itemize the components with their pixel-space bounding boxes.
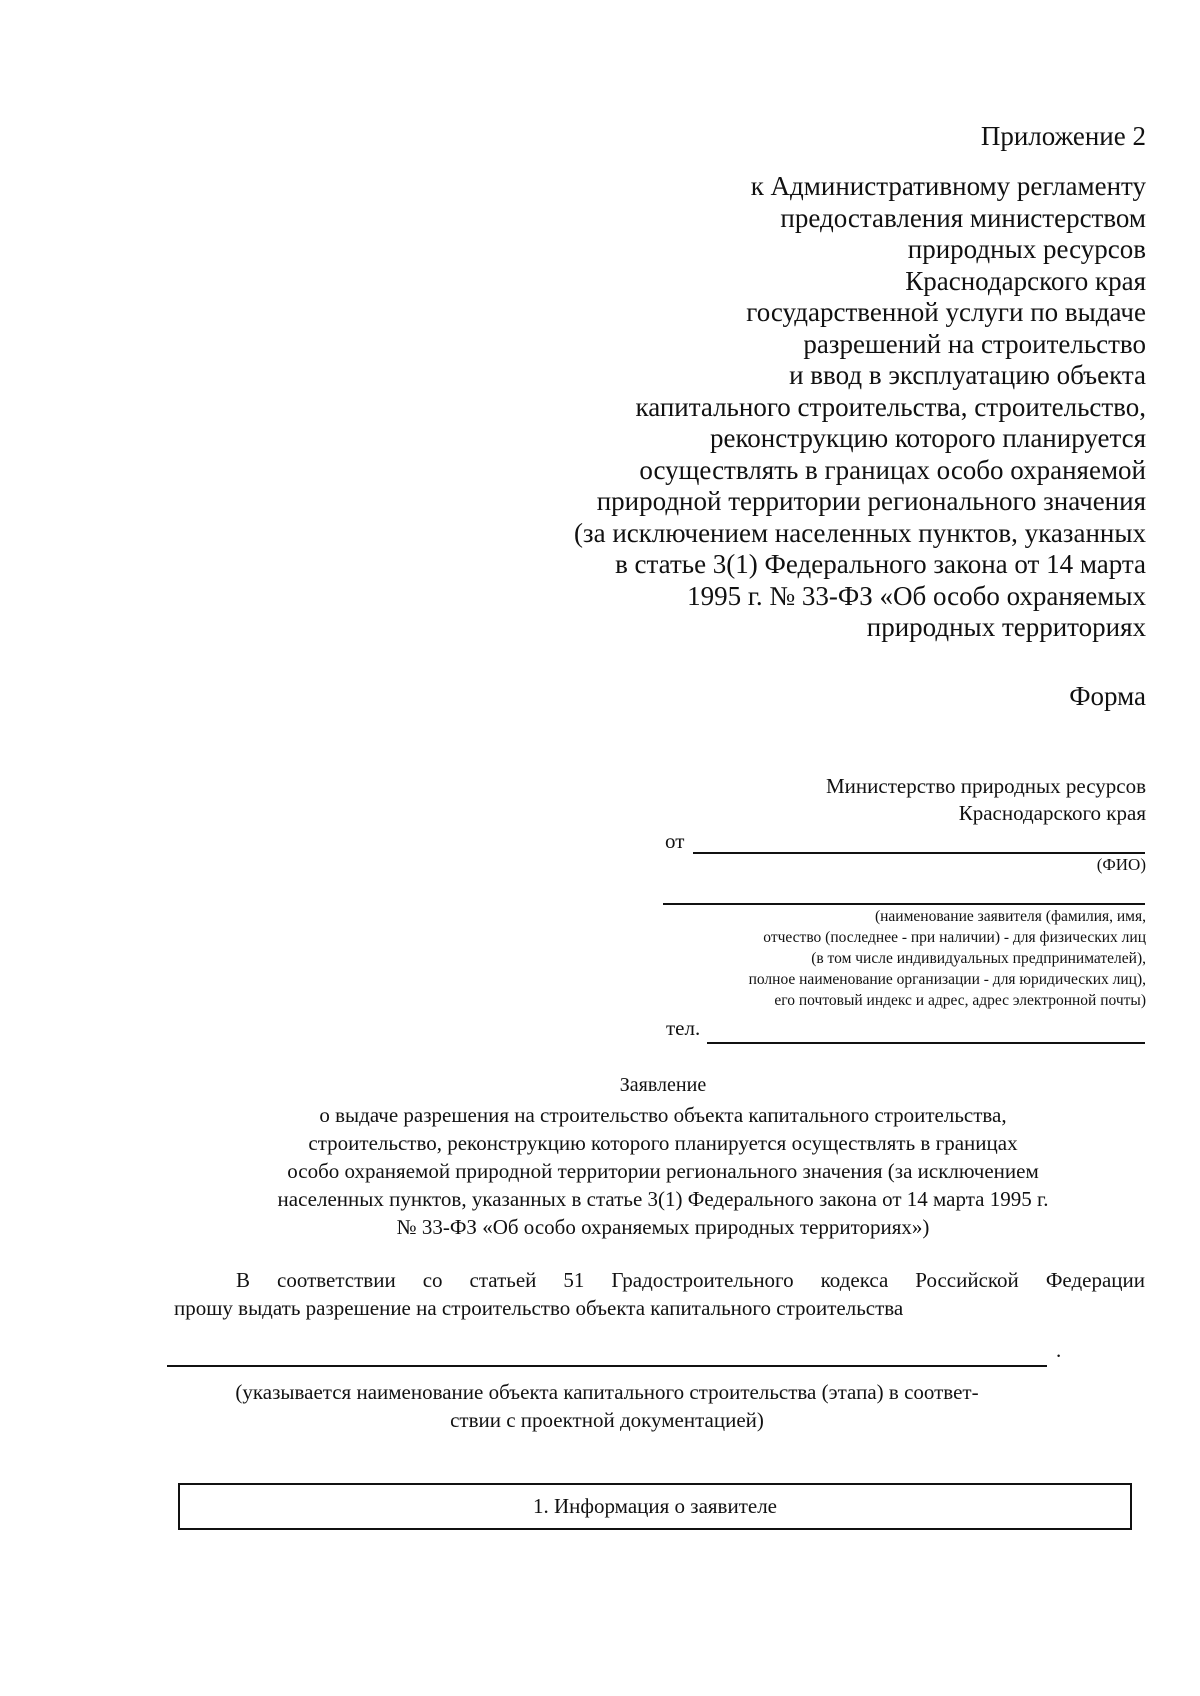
appendix-line: государственной услуги по выдаче (746, 297, 1146, 327)
applicant-caption (749, 906, 1146, 1011)
applicant-caption-line: его почтовый индекс и адрес, адрес электронной почты) (774, 992, 1146, 1009)
object-caption-line: ствии с проектной документацией) (450, 1408, 764, 1432)
appendix-line: и ввод в эксплуатацию объекта (789, 360, 1146, 390)
appendix-line: в статье 3(1) Федерального закона от 14 марта (615, 549, 1146, 579)
applicant-caption-line: отчество (последнее - при наличии) - для физических лиц (763, 929, 1146, 946)
statement-subtitle-line: особо охраняемой природной территории регионального значения (за исключением (287, 1159, 1039, 1183)
appendix-line: природных ресурсов (907, 234, 1146, 264)
applicant-caption-line: (в том числе индивидуальных предпринимателей), (811, 950, 1146, 967)
appendix-line: (за исключением населенных пунктов, указанных (573, 517, 1146, 548)
tel-label: тел. (666, 1016, 701, 1040)
fio-caption: (ФИО) (1096, 855, 1146, 874)
applicant-input-line[interactable] (663, 903, 1145, 905)
applicant-caption-line: (наименование заявителя (фамилия, имя, (874, 908, 1146, 925)
object-caption (0, 1378, 1200, 1434)
appendix-title: Приложение 2 (980, 121, 1146, 151)
statement-title: Заявление (619, 1074, 707, 1096)
appendix-line: 1995 г. № 33-ФЗ «Об особо охраняемых (687, 580, 1146, 611)
request-paragraph-line: прошу выдать разрешение на строительство объекта капитального строительства (174, 1296, 904, 1320)
appendix-line: природных территориях (866, 612, 1146, 642)
statement-subtitle-line: населенных пунктов, указанных в статье 3(1) Федерального закона от 14 марта 1995 г. (277, 1187, 1049, 1211)
request-paragraph-line: В соответствии со статьей 51 Градостроительного кодекса Российской Федерации (236, 1268, 1145, 1292)
tel-input-line[interactable] (707, 1042, 1145, 1044)
from-label: от (665, 829, 685, 853)
object-caption-line: (указывается наименование объекта капитального строительства (этапа) в соответ- (235, 1380, 979, 1404)
statement-subtitle (0, 1101, 1200, 1241)
appendix-line: разрешений на строительство (803, 328, 1146, 359)
appendix-line: Краснодарского края (905, 265, 1146, 296)
addressee-line: Министерство природных ресурсов (825, 774, 1146, 798)
statement-subtitle-line: строительство, реконструкцию которого планируется осуществлять в границах (308, 1131, 1018, 1155)
section-header-label: 1. Информация о заявителе (532, 1494, 778, 1518)
applicant-caption-line: полное наименование организации - для юридических лиц), (748, 971, 1146, 988)
statement-subtitle-line: о выдаче разрешения на строительство объекта капитального строительства, (319, 1103, 1007, 1127)
appendix-reference (486, 171, 1146, 644)
appendix-line: к Административному регламенту (750, 171, 1146, 201)
form-label: Форма (1069, 681, 1146, 711)
appendix-line: осуществлять в границах особо охраняемой (639, 454, 1146, 485)
appendix-line: природной территории регионального значения (596, 486, 1146, 516)
object-line-period: . (1056, 1338, 1062, 1362)
addressee-block (826, 773, 1146, 827)
object-name-input-line[interactable] (167, 1365, 1047, 1367)
appendix-line: предоставления министерством (780, 202, 1146, 233)
section-header-applicant-info (178, 1483, 1132, 1530)
appendix-line: реконструкцию которого планируется (710, 423, 1146, 453)
fio-input-line[interactable] (693, 852, 1145, 854)
appendix-line: капитального строительства, строительство, (635, 391, 1146, 422)
statement-subtitle-line: № 33-ФЗ «Об особо охраняемых природных территориях») (396, 1215, 930, 1239)
addressee-line: Краснодарского края (958, 801, 1146, 825)
